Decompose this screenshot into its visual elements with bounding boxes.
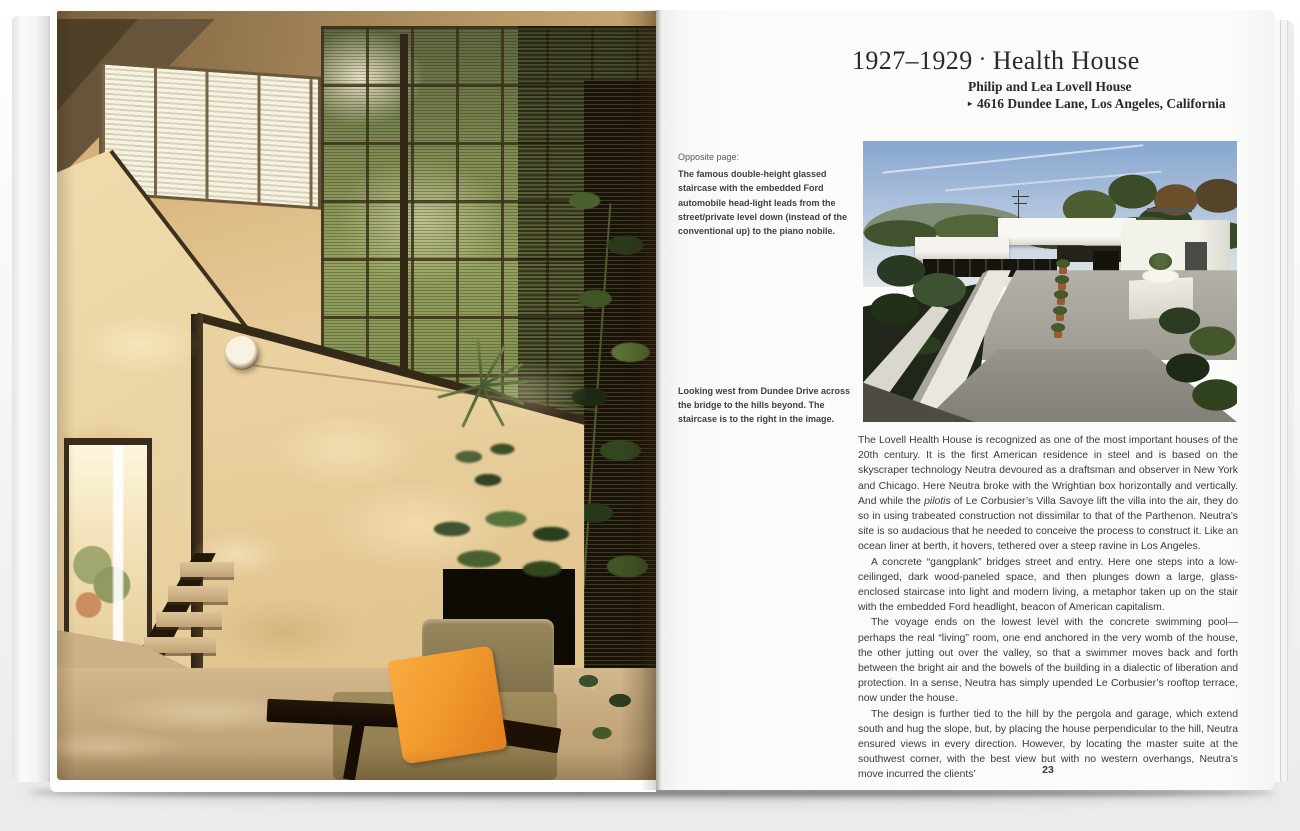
caption-text: Looking west from Dundee Drive across the bridge to the hills beyond. The staircase is to the right in the image. <box>678 386 851 425</box>
right-page <box>656 10 1274 790</box>
caption-label: Opposite page: <box>678 152 740 162</box>
stair-step <box>180 562 234 577</box>
left-page <box>50 6 656 792</box>
right-wing-window <box>1185 242 1207 273</box>
address-marker-icon: ▸ <box>968 98 973 108</box>
caption-exterior-photo <box>678 384 862 427</box>
orange-cushion <box>388 646 508 765</box>
chapter-years: 1927–1929 <box>852 46 973 75</box>
chapter-title-line <box>852 46 1262 76</box>
caption-text: The famous double-height glassed staircase with the embedded Ford automobile head-light leads from the street/private level down (instead of the conventional up) to the piano nobile. <box>678 169 848 237</box>
stair-step <box>144 637 216 653</box>
shrubs-right <box>1155 287 1237 422</box>
caption-opposite-page <box>678 150 862 238</box>
entry-doorway <box>64 438 152 650</box>
planter-pot <box>1054 331 1062 338</box>
antenna-crossbar <box>1012 196 1029 197</box>
antenna-crossbar <box>1014 203 1027 204</box>
foreground-tree <box>863 242 990 338</box>
fern-plant <box>440 426 536 503</box>
planter-pot <box>1059 267 1067 274</box>
antenna <box>1018 190 1019 218</box>
stair-step <box>168 586 228 601</box>
chapter-subtitle: Philip and Lea Lovell House <box>968 79 1132 94</box>
italic-term: pilotis <box>924 495 951 507</box>
article-text <box>858 433 1238 783</box>
chapter-address-line <box>968 96 1262 112</box>
paragraph-text: of Le Corbusier’s Villa Savoye lift the villa into the air, they do so in using trabeated construction not dissimilar to that of the Parthenon. Neutra’s site is so audacious that he needed to conceive the process to construct it. Like an ocean liner at berth, it hovers, tethered over a steep ravine in Los Angeles. <box>858 495 1238 553</box>
chapter-header <box>852 46 1262 112</box>
begonia-plant <box>566 642 656 773</box>
chapter-title: Health House <box>992 46 1140 75</box>
page-number: 23 <box>1042 764 1054 776</box>
exterior-photo <box>863 141 1237 422</box>
right-page-stack-edges <box>1272 20 1294 782</box>
planter-pot <box>1056 314 1064 321</box>
bowl-plant <box>1149 253 1171 270</box>
planter-pot <box>1058 283 1066 290</box>
bowl-planter <box>1142 269 1179 283</box>
title-separator: · <box>979 49 986 68</box>
paragraph: The design is further tied to the hill by the pergola and garage, which extend south and hug the slope, but, by placing the house perpendicular to the hill, Neutra ensured views in every direction. However, by locating the master suite at the southwest corner, with the best view but with no western overhangs, Neutra’s move incurred the clients’ <box>858 708 1238 781</box>
palm-fronds <box>416 499 596 599</box>
planter-pot <box>1057 298 1065 305</box>
roof-rail <box>1147 208 1192 211</box>
house-fascia-upper <box>998 218 1136 245</box>
chapter-address: 4616 Dundee Lane, Los Angeles, California <box>977 95 1226 111</box>
paragraph <box>858 433 1238 555</box>
paragraph-text: The Lovell Health House is recognized as one of the most important houses of the 20th century. It is the first American residence in steel and is based on the skyscraper technology Neutra devoured as a draftsman and observer in New York and Chicago. Here Neutra broke with the Wrightian box horizontally and vertically. And while the <box>858 435 1238 507</box>
staircase-photo <box>57 11 656 780</box>
paragraph: A concrete “gangplank” bridges street and entry. Here one steps into a low-ceilinged, dark wood-paneled space, and then plunges down a large, glass-enclosed staircase into light and modern living, a metaphor taken up on the stair with the embedded Ford headlight, beacon of American capitalism. <box>858 556 1238 614</box>
stair-step <box>156 612 222 627</box>
ford-headlight <box>225 336 259 370</box>
paragraph: The voyage ends on the lowest level with the concrete swimming pool—perhaps the real “living” room, one end anchored in the very womb of the house, the other jutting out over the valley, so that a swimmer moves back and forth between the bright air and the bowels of the building in a dialectic of liberation and protection. In a sense, Neutra has simply upended Le Corbusier’s rooftop terrace, now under the house. <box>858 617 1238 705</box>
